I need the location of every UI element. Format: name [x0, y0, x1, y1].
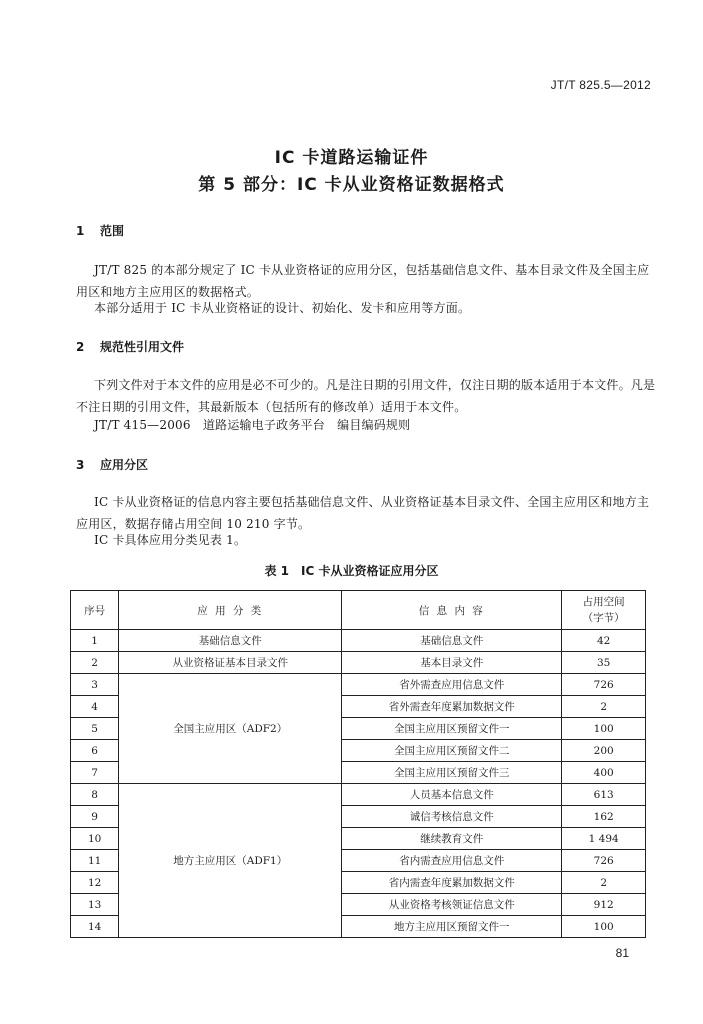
header-no: 序号: [71, 591, 119, 630]
section-2-paragraph-1: 下列文件对于本文件的应用是必不可少的。凡是注日期的引用文件，仅注日期的版本适用于本文件。凡是不注日期的引用文件，其最新版本（包括所有的修改单）适用于本文件。: [76, 378, 656, 414]
row-info: 全国主应用区预留文件一: [342, 718, 562, 740]
header-space-line2: （字节）: [582, 612, 625, 624]
row-no: 13: [71, 894, 119, 916]
row-no: 5: [71, 718, 119, 740]
row-space: 100: [562, 916, 646, 938]
page-number: 81: [615, 946, 629, 960]
document-title-line1: IC 卡道路运输证件: [274, 148, 429, 168]
section-title: 范围: [100, 224, 125, 238]
row-info: 基础信息文件: [342, 630, 562, 652]
table-caption: 表 1 IC 卡从业资格证应用分区: [264, 564, 439, 578]
row-info: 人员基本信息文件: [342, 784, 562, 806]
section-number: 1: [76, 224, 85, 238]
header-application-category: 应 用 分 类: [119, 591, 342, 630]
row-space: 613: [562, 784, 646, 806]
section-title: 规范性引用文件: [100, 340, 185, 354]
row-info: 基本目录文件: [342, 652, 562, 674]
row-info: 从业资格考核领证信息文件: [342, 894, 562, 916]
row-space: 2: [562, 696, 646, 718]
table-header-row: [71, 591, 646, 630]
header-info-content: 信 息 内 容: [342, 591, 562, 630]
row-space: 400: [562, 762, 646, 784]
row-info: 地方主应用区预留文件一: [342, 916, 562, 938]
row-no: 11: [71, 850, 119, 872]
row-space: 2: [562, 872, 646, 894]
section-title: 应用分区: [100, 458, 149, 472]
row-info: 省内需查应用信息文件: [342, 850, 562, 872]
row-space: 726: [562, 674, 646, 696]
table-row: [71, 652, 646, 674]
row-info: 省外需查年度累加数据文件: [342, 696, 562, 718]
row-no: 1: [71, 630, 119, 652]
row-info: 全国主应用区预留文件三: [342, 762, 562, 784]
row-space: 912: [562, 894, 646, 916]
row-info: 省内需查年度累加数据文件: [342, 872, 562, 894]
group-local-main-area: 地方主应用区（ADF1）: [119, 784, 342, 938]
section-3-paragraph-2: IC 卡具体应用分类见表 1。: [94, 533, 247, 547]
header-space-line1: 占用空间: [582, 596, 625, 608]
row-space: 726: [562, 850, 646, 872]
section-1-paragraph-1: JT/T 825 的本部分规定了 IC 卡从业资格证的应用分区，包括基础信息文件、基本目录文件及全国主应用区和地方主应用区的数据格式。: [76, 263, 650, 299]
row-info: 省外需查应用信息文件: [342, 674, 562, 696]
section-2-heading: [76, 338, 184, 355]
row-app: 从业资格证基本目录文件: [119, 652, 342, 674]
row-info: 诚信考核信息文件: [342, 806, 562, 828]
row-no: 8: [71, 784, 119, 806]
section-3-heading: [76, 456, 148, 473]
row-info: 全国主应用区预留文件二: [342, 740, 562, 762]
table-row: [71, 784, 646, 806]
row-no: 14: [71, 916, 119, 938]
row-space: 1 494: [562, 828, 646, 850]
row-no: 12: [71, 872, 119, 894]
row-info: 继续教育文件: [342, 828, 562, 850]
document-title-line2: 第 5 部分：IC 卡从业资格证数据格式: [198, 175, 505, 195]
row-no: 9: [71, 806, 119, 828]
row-space: 200: [562, 740, 646, 762]
section-number: 2: [76, 340, 85, 354]
section-1-heading: [76, 222, 124, 239]
section-1-paragraph-2: 本部分适用于 IC 卡从业资格证的设计、初始化、发卡和应用等方面。: [94, 301, 471, 315]
application-partition-table: [70, 590, 646, 938]
row-space: 100: [562, 718, 646, 740]
row-no: 3: [71, 674, 119, 696]
row-no: 2: [71, 652, 119, 674]
standard-code: JT/T 825.5—2012: [550, 78, 651, 92]
section-3-paragraph-1: IC 卡从业资格证的信息内容主要包括基础信息文件、从业资格证基本目录文件、全国主应用区和地方主应用区，数据存储占用空间 10 210 字节。: [76, 495, 650, 531]
row-app: 基础信息文件: [119, 630, 342, 652]
row-no: 6: [71, 740, 119, 762]
row-space: 42: [562, 630, 646, 652]
normative-reference: JT/T 415—2006 道路运输电子政务平台 编目编码规则: [94, 418, 411, 432]
row-no: 7: [71, 762, 119, 784]
row-no: 4: [71, 696, 119, 718]
table-row: [71, 630, 646, 652]
table-row: [71, 674, 646, 696]
row-space: 162: [562, 806, 646, 828]
section-number: 3: [76, 458, 85, 472]
header-space: [562, 591, 646, 630]
row-space: 35: [562, 652, 646, 674]
row-no: 10: [71, 828, 119, 850]
group-national-main-area: 全国主应用区（ADF2）: [119, 674, 342, 784]
